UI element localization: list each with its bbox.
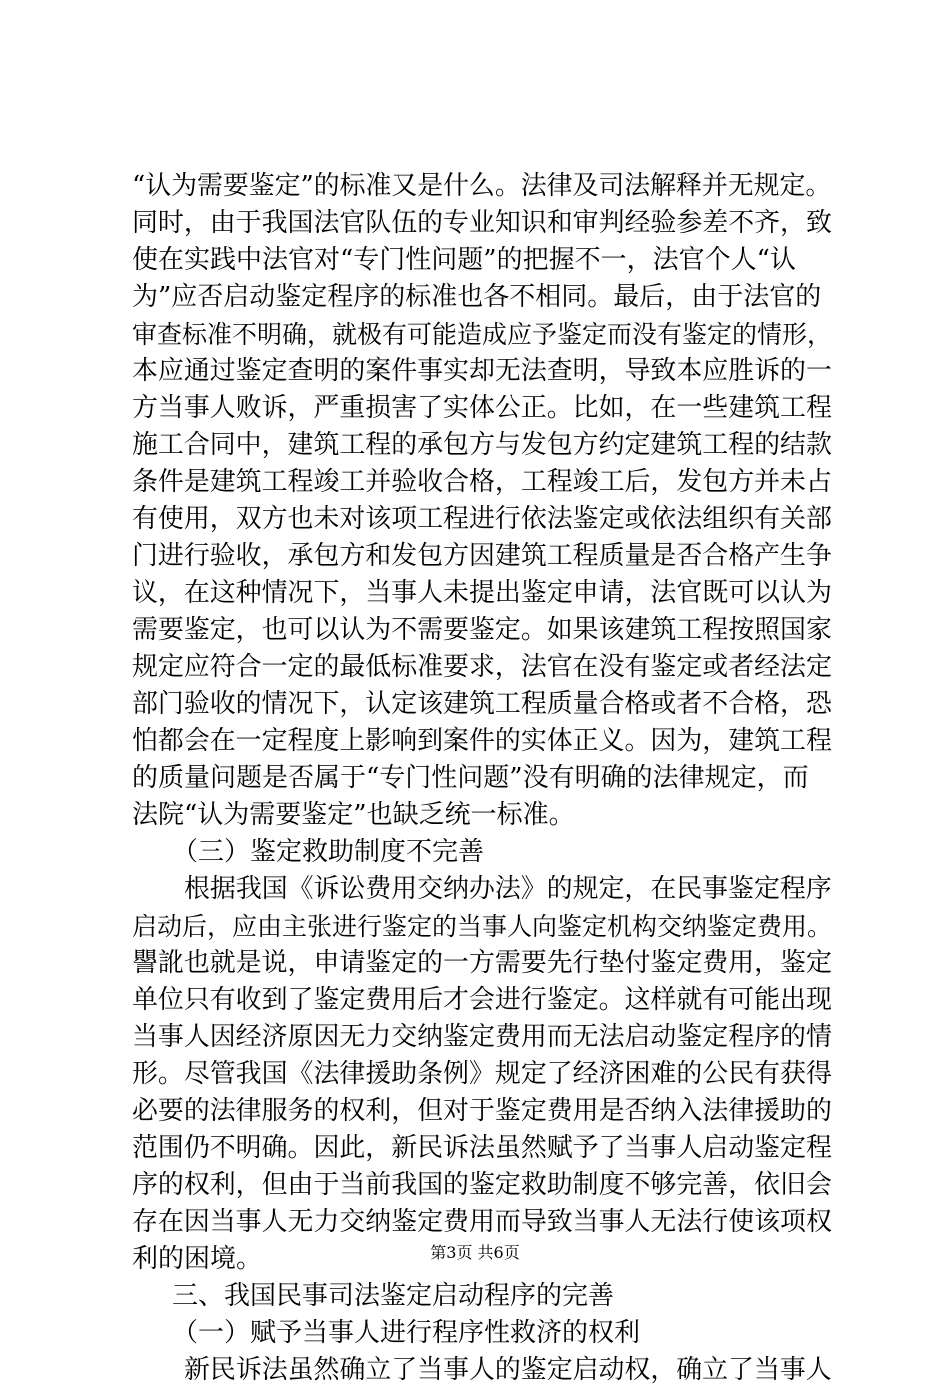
document-body	[132, 168, 832, 1389]
text-line: 譻訛也就是说，申请鉴定的一方需要先行垫付鉴定费用，鉴定	[132, 948, 832, 978]
text-line: 法院“认为需要鉴定”也缺乏统一标准。	[132, 800, 575, 830]
text-line: 条件是建筑工程竣工并验收合格，工程竣工后，发包方并未占	[132, 467, 832, 497]
text-line: 议，在这种情况下，当事人未提出鉴定申请，法官既可以认为	[132, 578, 832, 608]
text-line: 施工合同中，建筑工程的承包方与发包方约定建筑工程的结款	[132, 430, 832, 460]
text-line: 规定应符合一定的最低标准要求，法官在没有鉴定或者经法定	[132, 652, 832, 682]
text-line: “认为需要鉴定”的标准又是什么。法律及司法解释并无规定。	[132, 171, 832, 201]
text-line: 范围仍不明确。因此，新民诉法虽然赋予了当事人启动鉴定程	[132, 1133, 832, 1163]
text-line: 的质量问题是否属于“专门性问题”没有明确的法律规定，而	[132, 763, 809, 793]
text-line: 利的困境。	[132, 1244, 263, 1274]
text-line: 启动后，应由主张进行鉴定的当事人向鉴定机构交纳鉴定费用。	[132, 912, 833, 941]
text-line: 形。尽管我国《法律援助条例》规定了经济困难的公民有获得	[132, 1059, 832, 1089]
text-line: 方当事人败诉，严重损害了实体公正。比如，在一些建筑工程	[132, 393, 832, 423]
text-line: 本应通过鉴定查明的案件事实却无法查明，导致本应胜诉的一	[132, 356, 832, 386]
text-line: 有使用，双方也未对该项工程进行依法鉴定或依法组织有关部	[132, 504, 832, 534]
text-line: 存在因当事人无力交纳鉴定费用而导致当事人无法行使该项权	[132, 1207, 832, 1237]
text-line: 根据我国《诉讼费用交纳办法》的规定，在民事鉴定程序	[184, 874, 832, 904]
text-line: 单位只有收到了鉴定费用后才会进行鉴定。这样就有可能出现	[132, 985, 832, 1015]
text-line: 新民诉法虽然确立了当事人的鉴定启动权，确立了当事人	[184, 1355, 832, 1385]
text-line: （一）赋予当事人进行程序性救济的权利	[172, 1318, 641, 1348]
text-line: 部门验收的情况下，认定该建筑工程质量合格或者不合格，恐	[132, 689, 832, 719]
text-line: 门进行验收，承包方和发包方因建筑工程质量是否合格产生争	[132, 541, 832, 571]
page-footer: 第3页 共6页	[430, 1243, 520, 1262]
text-line: 序的权利，但由于当前我国的鉴定救助制度不够完善，依旧会	[132, 1170, 832, 1200]
text-line: 同时，由于我国法官队伍的专业知识和审判经验参差不齐，致	[132, 208, 832, 238]
text-line: 为”应否启动鉴定程序的标准也各不相同。最后，由于法官的	[132, 282, 822, 312]
text-line: 怕都会在一定程度上影响到案件的实体正义。因为，建筑工程	[132, 726, 832, 756]
text-line: 必要的法律服务的权利，但对于鉴定费用是否纳入法律援助的	[132, 1096, 832, 1126]
text-line: 需要鉴定，也可以认为不需要鉴定。如果该建筑工程按照国家	[132, 615, 832, 645]
text-line: 审查标准不明确，就极有可能造成应予鉴定而没有鉴定的情形，	[132, 320, 833, 349]
text-line: （三）鉴定救助制度不完善	[172, 837, 485, 867]
text-line: 当事人因经济原因无力交纳鉴定费用而无法启动鉴定程序的情	[132, 1022, 832, 1052]
text-line: 三、我国民事司法鉴定启动程序的完善	[172, 1281, 615, 1311]
text-line: 使在实践中法官对“专门性问题”的把握不一，法官个人“认	[132, 245, 796, 275]
